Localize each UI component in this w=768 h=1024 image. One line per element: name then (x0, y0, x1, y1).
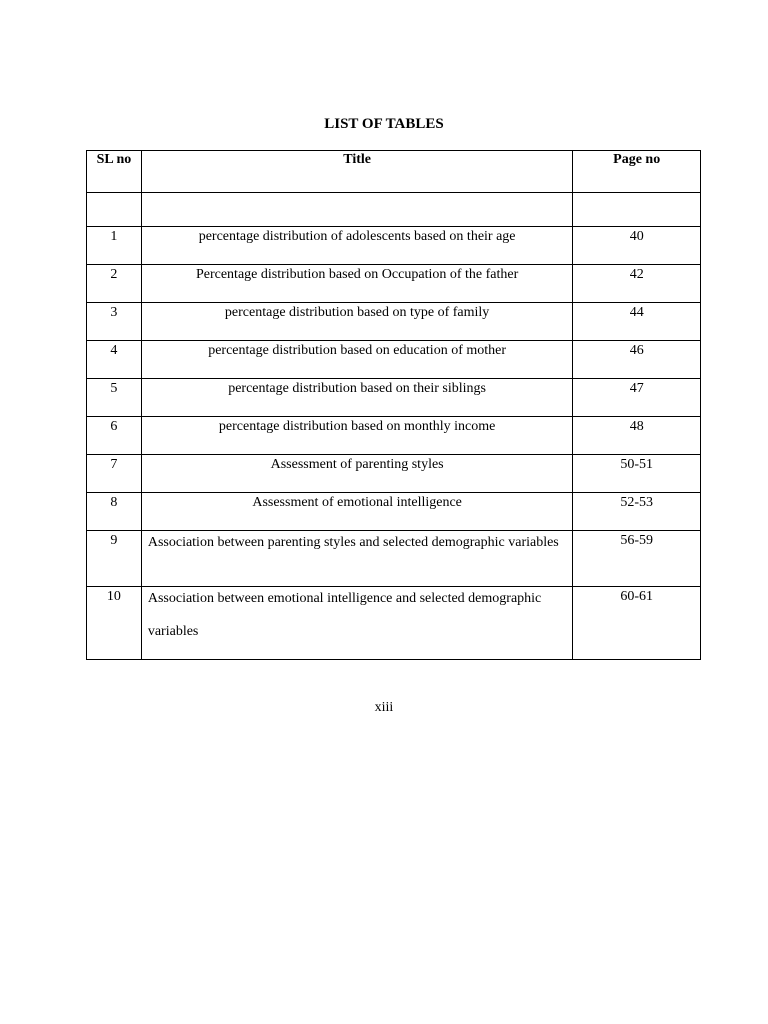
header-page-no: Page no (573, 151, 701, 193)
title-cell: percentage distribution based on type of family (141, 303, 573, 341)
page-cell: 50-51 (573, 455, 701, 493)
sl-cell: 9 (87, 531, 142, 587)
empty-cell (87, 193, 142, 227)
page-cell: 44 (573, 303, 701, 341)
sl-cell: 1 (87, 227, 142, 265)
page-cell: 47 (573, 379, 701, 417)
sl-cell: 6 (87, 417, 142, 455)
table-row (87, 303, 701, 341)
table-row (87, 587, 701, 660)
sl-cell: 8 (87, 493, 142, 531)
page-cell: 48 (573, 417, 701, 455)
sl-cell: 3 (87, 303, 142, 341)
title-cell: percentage distribution of adolescents based on their age (141, 227, 573, 265)
page-cell: 56-59 (573, 531, 701, 587)
table-row (87, 379, 701, 417)
header-sl-no: SL no (87, 151, 142, 193)
empty-cell (573, 193, 701, 227)
title-cell: Association between emotional intelligence and selected demographic variables (141, 587, 573, 660)
sl-cell: 5 (87, 379, 142, 417)
list-of-tables (86, 150, 701, 660)
empty-cell (141, 193, 573, 227)
sl-cell: 7 (87, 455, 142, 493)
title-cell: percentage distribution based on their siblings (141, 379, 573, 417)
table-row (87, 531, 701, 587)
title-cell: Association between parenting styles and selected demographic variables (141, 531, 573, 587)
table-row (87, 227, 701, 265)
page-cell: 42 (573, 265, 701, 303)
page-cell: 60-61 (573, 587, 701, 660)
empty-row (87, 193, 701, 227)
page-cell: 46 (573, 341, 701, 379)
sl-cell: 10 (87, 587, 142, 660)
title-cell: percentage distribution based on monthly income (141, 417, 573, 455)
page-cell: 40 (573, 227, 701, 265)
header-title: Title (141, 151, 573, 193)
page-cell: 52-53 (573, 493, 701, 531)
page-title: LIST OF TABLES (324, 116, 444, 132)
title-cell: Assessment of emotional intelligence (141, 493, 573, 531)
title-cell: Percentage distribution based on Occupation of the father (141, 265, 573, 303)
title-cell: Assessment of parenting styles (141, 455, 573, 493)
table-row (87, 341, 701, 379)
table-row (87, 265, 701, 303)
page-number: xiii (374, 700, 394, 715)
table-header-row (87, 151, 701, 193)
sl-cell: 2 (87, 265, 142, 303)
table-row (87, 455, 701, 493)
table-row (87, 417, 701, 455)
sl-cell: 4 (87, 341, 142, 379)
title-cell: percentage distribution based on education of mother (141, 341, 573, 379)
